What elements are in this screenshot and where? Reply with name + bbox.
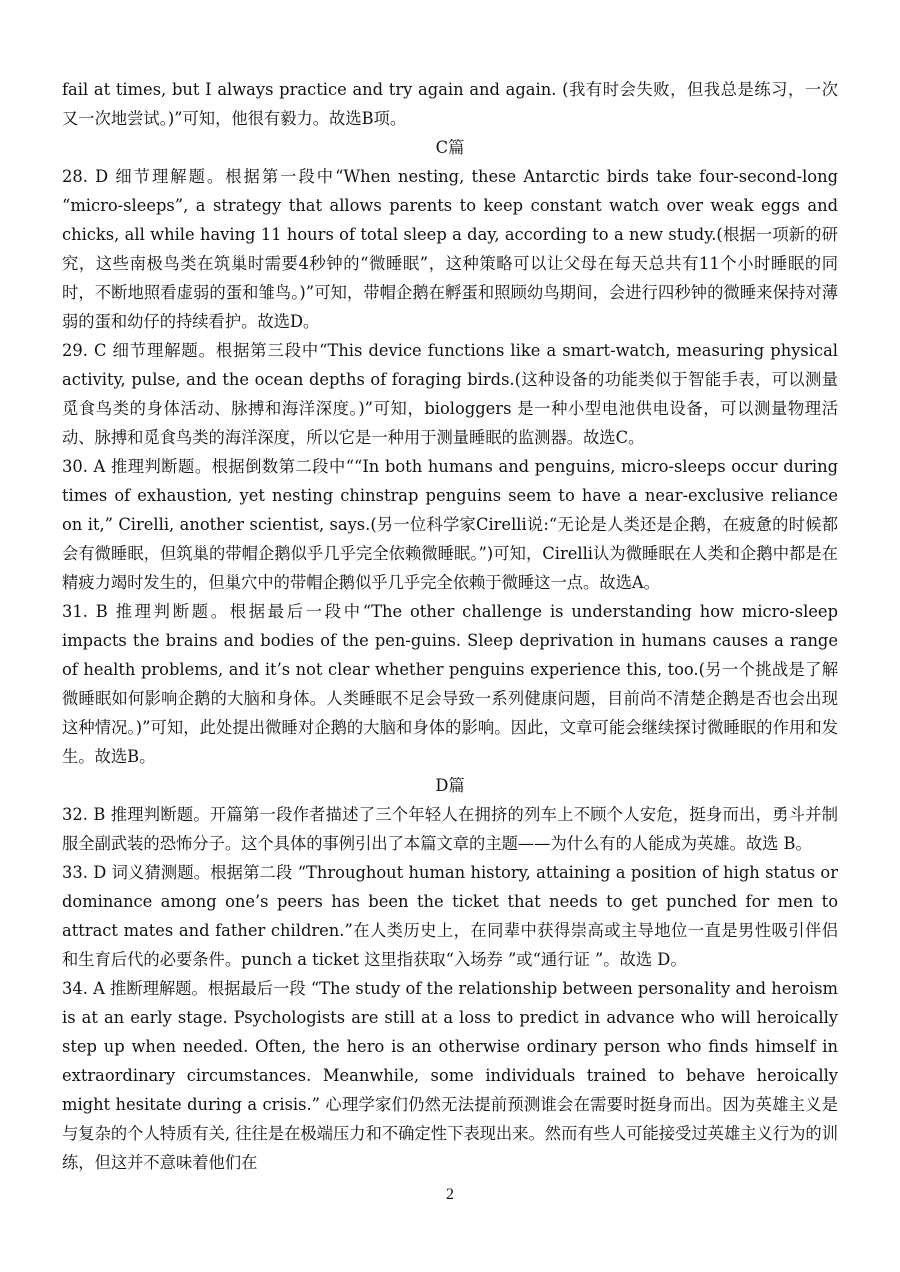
answer-28: 28. D 细节理解题。根据第一段中“When nesting, these Antarctic birds take four-second-long “micro-sleeps”, a strategy that allows parents to keep constant watch over weak eggs and chicks, all while having 11 hours of total sleep a day, according to a new study.(根据一项新的研究，这些南极鸟类在筑巢时需要4秒钟的“微睡眠”，这种策略可以让父母在每天总共有11个小时睡眠的同时，不断地照看虚弱的蛋和雏鸟。)”可知，带帽企鹅在孵蛋和照顾幼鸟期间，会进行四秒钟的微睡来保持对薄弱的蛋和幼仔的持续看护。故选D。 — [62, 167, 838, 331]
answer-34: 34. A 推断理解题。根据最后一段 “The study of the relationship between personality and heroism is at an early stage. Psychologists are still at a loss to predict in advance who will heroically step up when needed. Often, the hero is an otherwise ordinary person who finds himself in extraordinary circumstances. Meanwhile, some individuals trained to behave heroically might hesitate during a crisis.” 心理学家们仍然无法提前预测谁会在需要时挺身而出。因为英雄主义是与复杂的个人特质有关, 往往是在极端压力和不确定性下表现出来。然而有些人可能接受过英雄主义行为的训练，但这并不意味着他们在 — [62, 979, 838, 1172]
answer-33: 33. D 词义猜测题。根据第二段 “Throughout human history, attaining a position of high status or dominance among one’s peers has been the ticket that needs to get punched for men to attract mates and father children.”在人类历史上，在同辈中获得崇高或主导地位一直是男性吸引伴侣和生育后代的必要条件。punch a ticket 这里指获取“入场券 ”或“通行证 ”。故选 D。 — [62, 863, 838, 969]
page-number: 2 — [446, 1186, 454, 1203]
document-body — [62, 75, 838, 1177]
section-heading-c: C篇 — [435, 138, 465, 157]
answer-31: 31. B 推理判断题。根据最后一段中“The other challenge is understanding how micro-sleep impacts the brains and bodies of the pen-guins. Sleep deprivation in humans causes a range of health problems, and it’s not clear whether penguins experience this, too.(另一个挑战是了解微睡眠如何影响企鹅的大脑和身体。人类睡眠不足会导致一系列健康问题，目前尚不清楚企鹅是否也会出现这种情况。)”可知，此处提出微睡对企鹅的大脑和身体的影响。因此，文章可能会继续探讨微睡眠的作用和发生。故选B。 — [62, 602, 838, 766]
answer-29: 29. C 细节理解题。根据第三段中“This device functions like a smart-watch, measuring physical activity, pulse, and the ocean depths of foraging birds.(这种设备的功能类似于智能手表，可以测量觅食鸟类的身体活动、脉搏和海洋深度。)”可知，biologgers 是一种小型电池供电设备，可以测量物理活动、脉搏和觅食鸟类的海洋深度，所以它是一种用于测量睡眠的监测器。故选C。 — [62, 341, 838, 447]
paragraph-continuation: fail at times, but I always practice and try again and again. (我有时会失败，但我总是练习，一次又一次地尝试。)”可知，他很有毅力。故选B项。 — [62, 80, 838, 128]
answer-30: 30. A 推理判断题。根据倒数第二段中““In both humans and penguins, micro-sleeps occur during times of exhaustion, yet nesting chinstrap penguins seem to have a near-exclusive reliance on it,” Cirelli, another scientist, says.(另一位科学家Cirelli说:“无论是人类还是企鹅，在疲惫的时候都会有微睡眠，但筑巢的带帽企鹅似乎几乎完全依赖微睡眠。”)可知，Cirelli认为微睡眠在人类和企鹅中都是在精疲力竭时发生的，但巢穴中的带帽企鹅似乎几乎完全依赖于微睡这一点。故选A。 — [62, 457, 838, 592]
answer-32: 32. B 推理判断题。开篇第一段作者描述了三个年轻人在拥挤的列车上不顾个人安危，挺身而出，勇斗并制服全副武装的恐怖分子。这个具体的事例引出了本篇文章的主题——为什么有的人能成为英雄。故选 B。 — [62, 805, 838, 853]
section-heading-d: D篇 — [435, 776, 465, 795]
